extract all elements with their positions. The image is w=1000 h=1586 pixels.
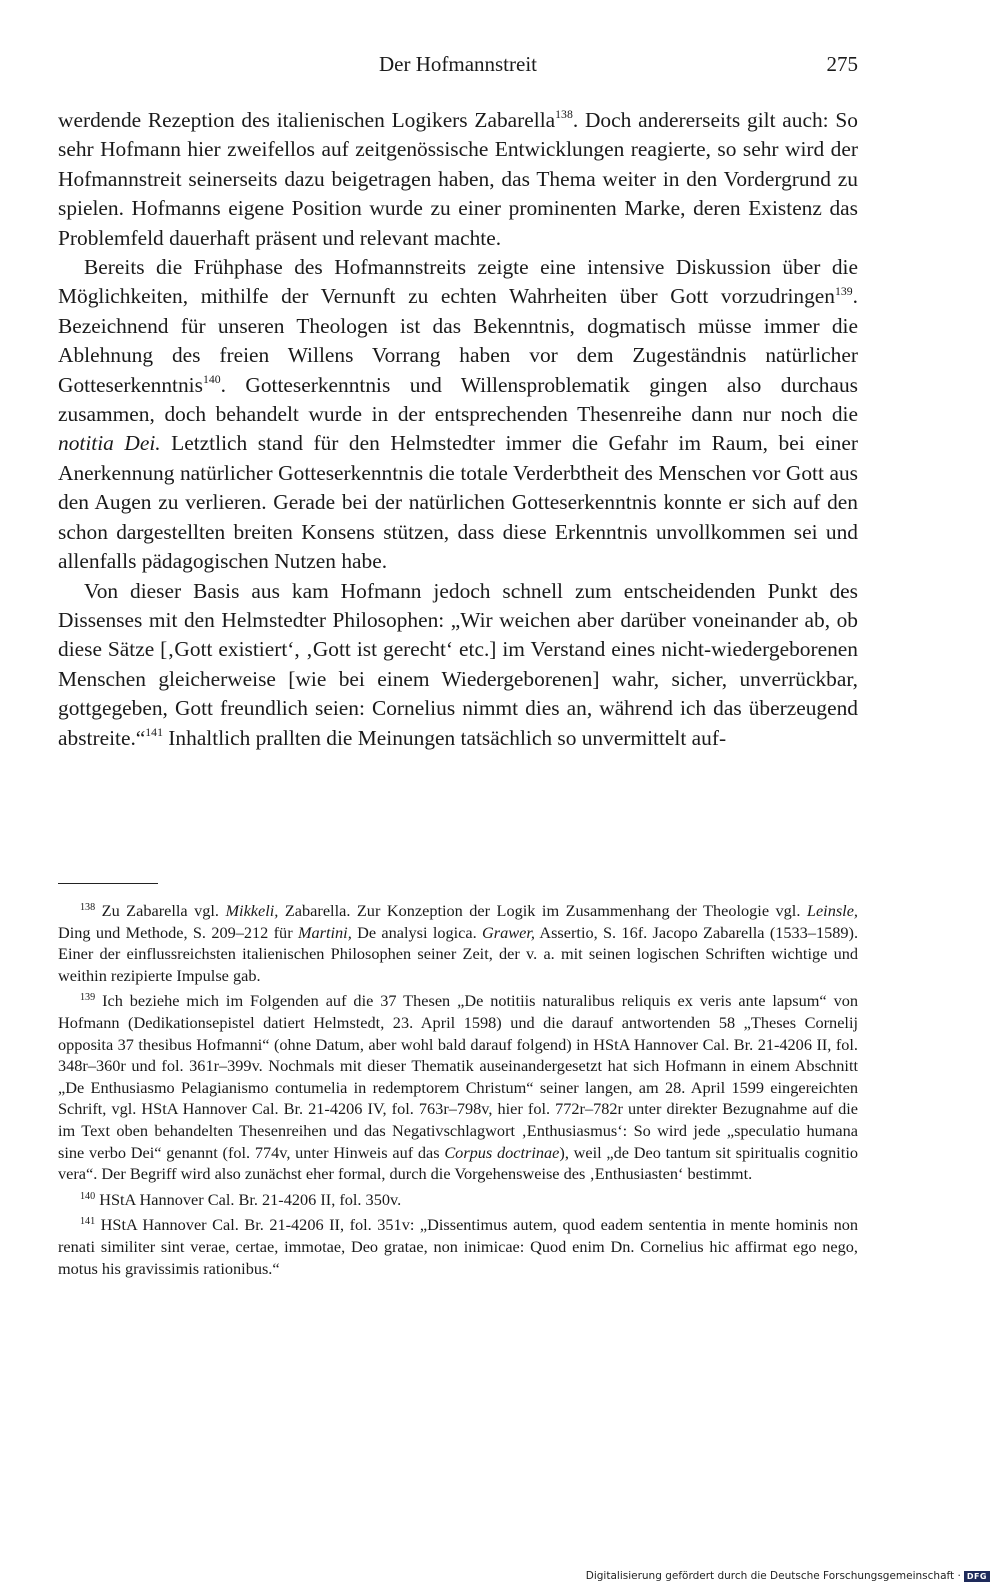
- paragraph-2: Bereits die Frühphase des Hofmannstreits zeigte eine intensive Diskussion über die Möglichkeiten, mithilfe der Vernunft zu echten Wahrheiten über Gott vorzudringen$^{139}$. Bezeichnend für unseren Theologen ist das Bekenntnis, dogmatisch müsse immer die Ablehnung des freien Willens Vorrang haben vor dem Zugeständnis natürlicher Gotteserkenntnis$^{140}$. Gotteserkenntnis und Willensproblematik gingen also durchaus zusammen, doch behandelt wurde in der entsprechenden Thesenreihe dann nur noch die notitia Dei. Letztlich stand für den Helmstedter immer die Gefahr im Raum, bei einer Anerkennung natürlicher Gotteserkenntnis die totale Verderbtheit des Menschen vor Gott aus den Augen zu verlieren. Gerade bei der natürlichen Gotteserkenntnis konnte er sich auf den schon dargestellten breiten Konsens stützen, dass diese Erkenntnis unvollkommen sei und allenfalls pädagogischen Nutzen habe.: [58, 255, 858, 574]
- footnote-ref-139[interactable]: 139: [834, 284, 853, 298]
- page-number: 275: [826, 52, 858, 76]
- main-text: [58, 106, 858, 753]
- footnotes: [58, 900, 858, 1283]
- footnote-138: $^{138}$ Zu Zabarella vgl. Mikkeli, Zabarella. Zur Konzeption der Logik im Zusammenhang der Theologie vgl. Leinsle, Ding und Methode, S. 209–212 für Martini, De analysi logica. Grawer, Assertio, S. 16f. Jacopo Zabarella (1533–1589). Einer der einflussreichsten italienischen Philosophen seiner Zeit, der v. a. mit seinen logischen Schriften wichtige und weithin rezipierte Impulse gab.: [58, 901, 859, 985]
- footer-text: Digitalisierung gefördert durch die Deutsche Forschungsgemeinschaft ·: [585, 1570, 961, 1582]
- footnote-divider: [58, 883, 158, 884]
- digitization-footer: [586, 1570, 990, 1582]
- footnote-ref-138[interactable]: 138: [555, 108, 573, 122]
- footnote-ref-141[interactable]: 141: [145, 725, 163, 739]
- footnote-140: $^{140}$ HStA Hannover Cal. Br. 21-4206 II, fol. 350v.: [80, 1189, 402, 1209]
- paragraph-3: Von dieser Basis aus kam Hofmann jedoch schnell zum entscheidenden Punkt des Dissenses mit den Helmstedter Philosophen: „Wir weichen aber darüber voneinander ab, ob diese Sätze [‚Gott existiert‘, ‚Gott ist gerecht‘ etc.] im Verstand eines nicht-wiedergeborenen Menschen gleicherweise [wie bei einem Wiedergeborenen] wahr, sicher, unverrückbar, gottgegeben, Gott freundlich seien: Cornelius nimmt dies an, während ich das überzeugend abstreite.“$^{141}$ Inhaltlich prallten die Meinungen tatsächlich so unvermittelt auf-: [58, 578, 858, 750]
- footnote-139: $^{139}$ Ich beziehe mich im Folgenden auf die 37 Thesen „De notitiis naturalibus reliquis ex veris ante lapsum“ von Hofmann (Dedikationsepistel datiert Helmstedt, 23. April 1598) und die darauf antwortenden 58 „Theses Cornelij opposita 37 thesibus Hofmanni“ (ohne Datum, aber wohl bald darauf folgend) in HStA Hannover Cal. Br. 21-4206 II, fol. 348r–360r und fol. 361r–399v. Nochmals mit dieser Thematik auseinandergesetzt hat sich Hofmann in einem Abschnitt „De Enthusiasmo Pelagianismo contumelia in redemptorem Christum“ seiner langen, am 28. April 1599 eingereichten Schrift, vgl. HStA Hannover Cal. Br. 21-4206 IV, fol. 763r–798v, hier fol. 772r–782r unter direkter Bezugnahme auf die im Text oben behandelten Thesenreihen und das Negativschlagwort ‚Enthusiasmus‘: So wird jede „speculatio humana sine verbo Dei“ genannt (fol. 774v, unter Hinweis auf das Corpus doctrinae), weil „de Deo tantum sit spiritualis cognitio vera“. Der Begriff wird also zunächst eher formal, durch die Vorgehensweise des ‚Enthusiasten‘ bestimmt.: [58, 991, 858, 1184]
- footnote-ref-140[interactable]: 140: [202, 372, 221, 386]
- dfg-logo-icon: DFG: [964, 1571, 990, 1582]
- footnote-141: $^{141}$ HStA Hannover Cal. Br. 21-4206 II, fol. 351v: „Dissentimus autem, quod eadem sententia in mente hominis non renati similiter sint verae, certae, immotae, Deo gratae, non inimicae: Quod enim Dn. Cornelius hic affirmat ego nego, motus his gravissimis rationibus.“: [58, 1215, 858, 1278]
- page-header: [58, 48, 858, 82]
- running-head: Der Hofmannstreit: [378, 52, 538, 76]
- paragraph-1: werdende Rezeption des italienischen Logikers Zabarella$^{138}$. Doch andererseits gilt auch: So sehr Hofmann hier zweifellos auf zeitgenössische Entwicklungen reagierte, so sehr wird der Hofmannstreit seinerseits dazu beigetragen haben, das Thema weiter in den Vordergrund zu spielen. Hofmanns eigene Position wurde zu einer prominenten Marke, deren Existenz das Problemfeld dauerhaft präsent und relevant machte.: [58, 108, 858, 250]
